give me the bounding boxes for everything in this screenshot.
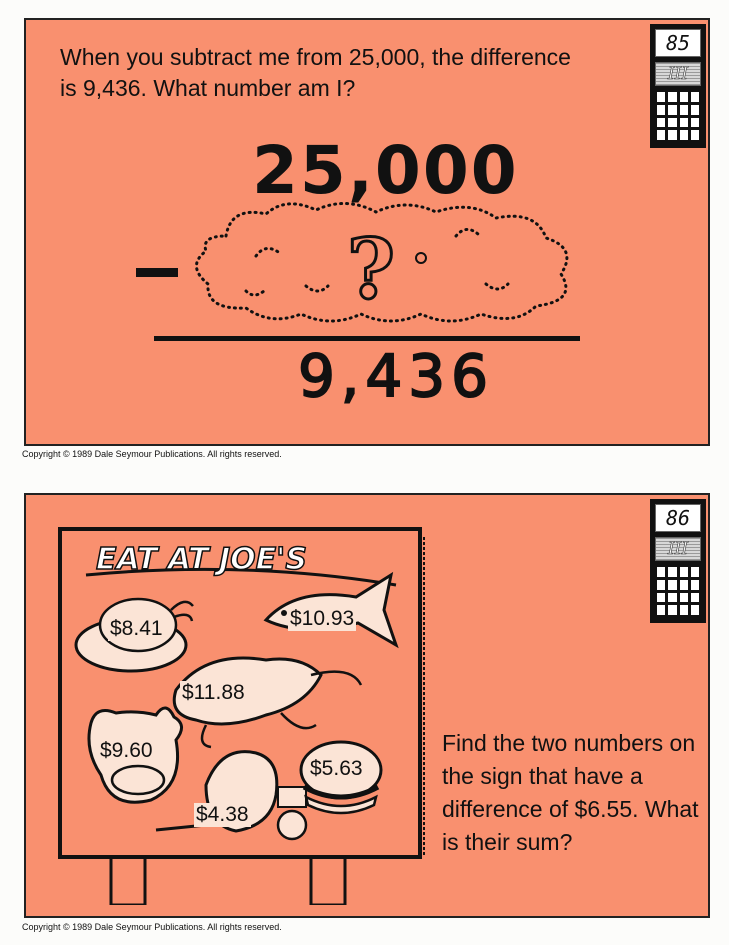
sign-post-right <box>311 855 345 905</box>
card-badge <box>650 499 706 623</box>
problem-card-85 <box>24 18 710 446</box>
answer-line <box>154 336 580 341</box>
copyright-notice: Copyright © 1989 Dale Seymour Publications. All rights reserved. <box>22 922 282 932</box>
question-text: When you subtract me from 25,000, the difference is 9,436. What number am I? <box>60 44 571 101</box>
calculator-icon <box>657 567 699 615</box>
price-vegetables: $4.38 <box>196 803 249 826</box>
question-text: Find the two numbers on the sign that have a difference of $6.55. What is their sum? <box>442 730 699 855</box>
thought-cloud-icon <box>186 196 576 326</box>
question-mark: ? <box>346 222 396 318</box>
minus-sign <box>136 268 178 277</box>
copyright-notice: Copyright © 1989 Dale Seymour Publications. All rights reserved. <box>22 449 282 459</box>
minuend: 25,000 <box>252 132 519 209</box>
level-indicator: III <box>655 62 701 86</box>
price-chicken: $8.41 <box>110 617 163 640</box>
problem-card-86 <box>24 493 710 918</box>
price-lobster: $11.88 <box>182 681 245 704</box>
card-badge <box>650 24 706 148</box>
level-indicator: III <box>655 537 701 561</box>
price-burger: $5.63 <box>310 757 363 780</box>
difference: 9,436 <box>298 342 495 410</box>
sign-title: EAT AT JOE'S <box>96 542 307 577</box>
price-cow: $9.60 <box>100 739 153 762</box>
restaurant-sign <box>56 525 428 905</box>
card-number: 86 <box>655 504 701 532</box>
price-fish: $10.93 <box>290 607 355 630</box>
sign-post-left <box>111 855 145 905</box>
card-number: 85 <box>655 29 701 57</box>
calculator-icon <box>657 92 699 140</box>
